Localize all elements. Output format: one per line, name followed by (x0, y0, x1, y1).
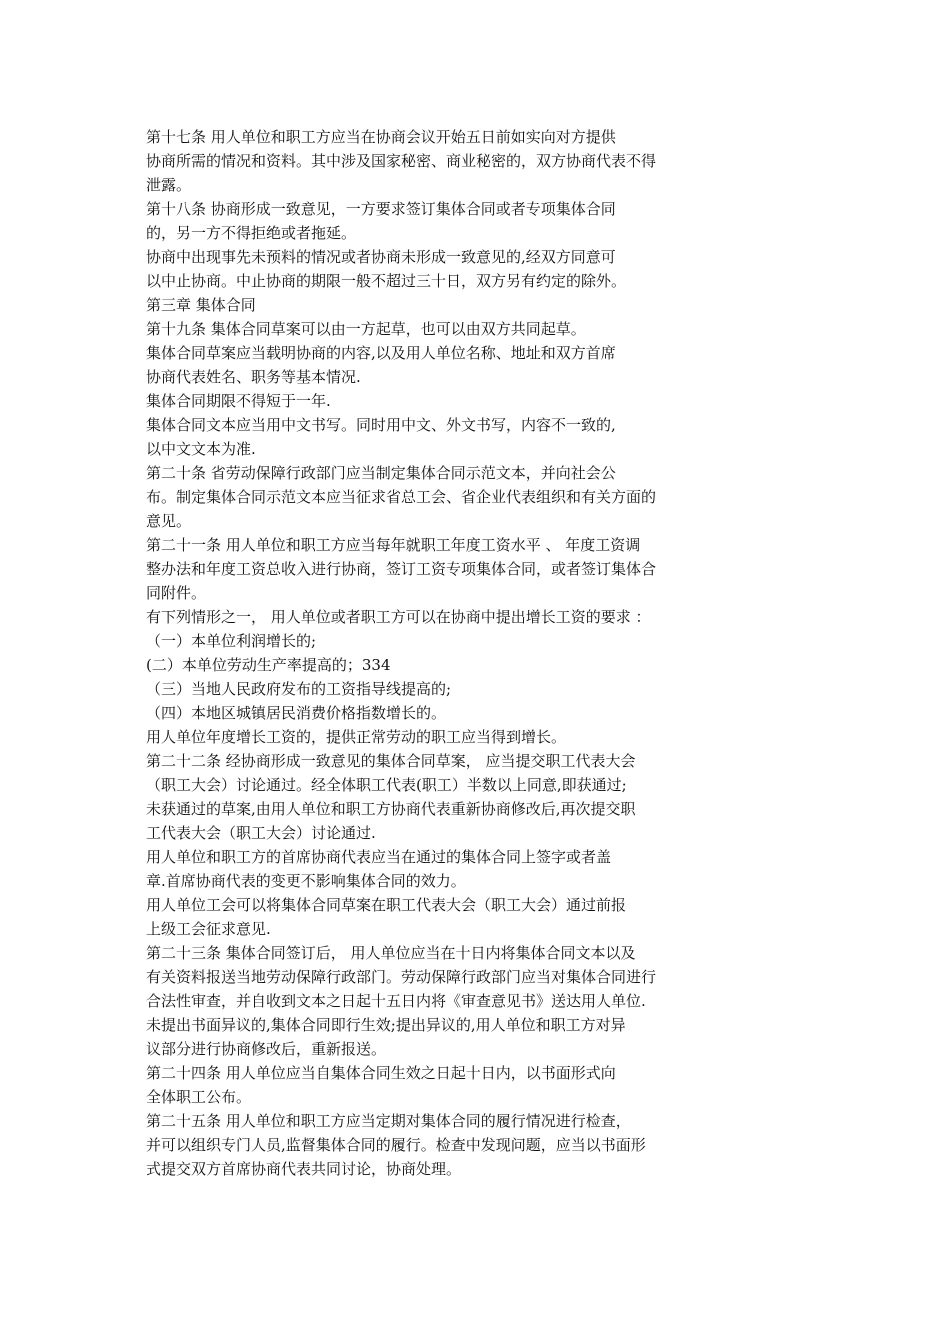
text-line: 整办法和年度工资总收入进行协商，签订工资专项集体合同，或者签订集体合 (146, 560, 657, 578)
text-line: 第十七条 用人单位和职工方应当在协商会议开始五日前如实向对方提供 (146, 128, 616, 146)
text-line: 上级工会征求意见. (146, 920, 271, 938)
text-line: （职工大会）讨论通过。经全体职工代表(职工）半数以上同意,即获通过; (146, 776, 627, 794)
text-line: 第十九条 集体合同草案可以由一方起草，也可以由双方共同起草。 (146, 320, 586, 338)
text-line: 未获通过的草案,由用人单位和职工方协商代表重新协商修改后,再次提交职 (146, 800, 636, 818)
text-line: 第三章 集体合同 (146, 296, 256, 314)
text-line: 意见。 (146, 512, 192, 530)
text-line: 用人单位和职工方的首席协商代表应当在通过的集体合同上签字或者盖 (146, 848, 612, 866)
text-line: 协商中出现事先未预料的情况或者协商未形成一致意见的,经双方同意可 (146, 248, 616, 266)
text-line: 泄露。 (146, 176, 192, 194)
text-line: 集体合同期限不得短于一年. (146, 392, 331, 410)
text-line: 未提出书面异议的,集体合同即行生效;提出异议的,用人单位和职工方对异 (146, 1016, 626, 1034)
text-line: 有下列情形之一， 用人单位或者职工方可以在协商中提出增长工资的要求 ： (146, 608, 651, 626)
text-line: 并可以组织专门人员,监督集体合同的履行。检查中发现问题，应当以书面形 (146, 1136, 646, 1154)
text-line: (二）本单位劳动生产率提高的；334 (146, 656, 391, 674)
text-line: 集体合同草案应当载明协商的内容,以及用人单位名称、地址和双方首席 (146, 344, 616, 362)
text-line: 协商代表姓名、职务等基本情况. (146, 368, 361, 386)
text-line: 第二十条 省劳动保障行政部门应当制定集体合同示范文本，并向社会公 (146, 464, 616, 482)
text-line: （一）本单位利润增长的; (146, 632, 317, 650)
text-line: 用人单位工会可以将集体合同草案在职工代表大会（职工大会）通过前报 (146, 896, 627, 914)
text-line: 第二十一条 用人单位和职工方应当每年就职工年度工资水平 、 年度工资调 (146, 536, 641, 554)
text-line: 用人单位年度增长工资的，提供正常劳动的职工应当得到增长。 (146, 728, 567, 746)
document-body (146, 125, 766, 1181)
text-line: （四）本地区城镇居民消费价格指数增长的。 (146, 704, 447, 722)
text-line: 第二十五条 用人单位和职工方应当定期对集体合同的履行情况进行检查， (146, 1112, 631, 1130)
text-line: 议部分进行协商修改后，重新报送。 (146, 1040, 387, 1058)
text-line: 章.首席协商代表的变更不影响集体合同的效力。 (146, 872, 466, 890)
text-line: 以中止协商。中止协商的期限一般不超过三十日，双方另有约定的除外。 (146, 272, 627, 290)
text-line: 有关资料报送当地劳动保障行政部门。劳动保障行政部门应当对集体合同进行 (146, 968, 657, 986)
text-line: 全体职工公布。 (146, 1088, 252, 1106)
text-line: 合法性审查，并自收到文本之日起十五日内将《审查意见书》送达用人单位. (146, 992, 646, 1010)
text-line: 第二十四条 用人单位应当自集体合同生效之日起十日内，以书面形式向 (146, 1064, 616, 1082)
text-line: 协商所需的情况和资料。其中涉及国家秘密、商业秘密的，双方协商代表不得 (146, 152, 657, 170)
text-line: （三）当地人民政府发布的工资指导线提高的; (146, 680, 452, 698)
text-line: 第二十二条 经协商形成一致意见的集体合同草案， 应当提交职工代表大会 (146, 752, 636, 770)
text-line: 第二十三条 集体合同签订后， 用人单位应当在十日内将集体合同文本以及 (146, 944, 636, 962)
text-line: 式提交双方首席协商代表共同讨论，协商处理。 (146, 1160, 462, 1178)
text-line: 集体合同文本应当用中文书写。同时用中文、外文书写，内容不一致的, (146, 416, 616, 434)
text-line: 布。制定集体合同示范文本应当征求省总工会、省企业代表组织和有关方面的 (146, 488, 657, 506)
text-line: 工代表大会（职工大会）讨论通过. (146, 824, 376, 842)
text-line: 同附件。 (146, 584, 207, 602)
text-line: 的，另一方不得拒绝或者拖延。 (146, 224, 357, 242)
text-line: 第十八条 协商形成一致意见，一方要求签订集体合同或者专项集体合同 (146, 200, 616, 218)
text-line: 以中文文本为准. (146, 440, 256, 458)
